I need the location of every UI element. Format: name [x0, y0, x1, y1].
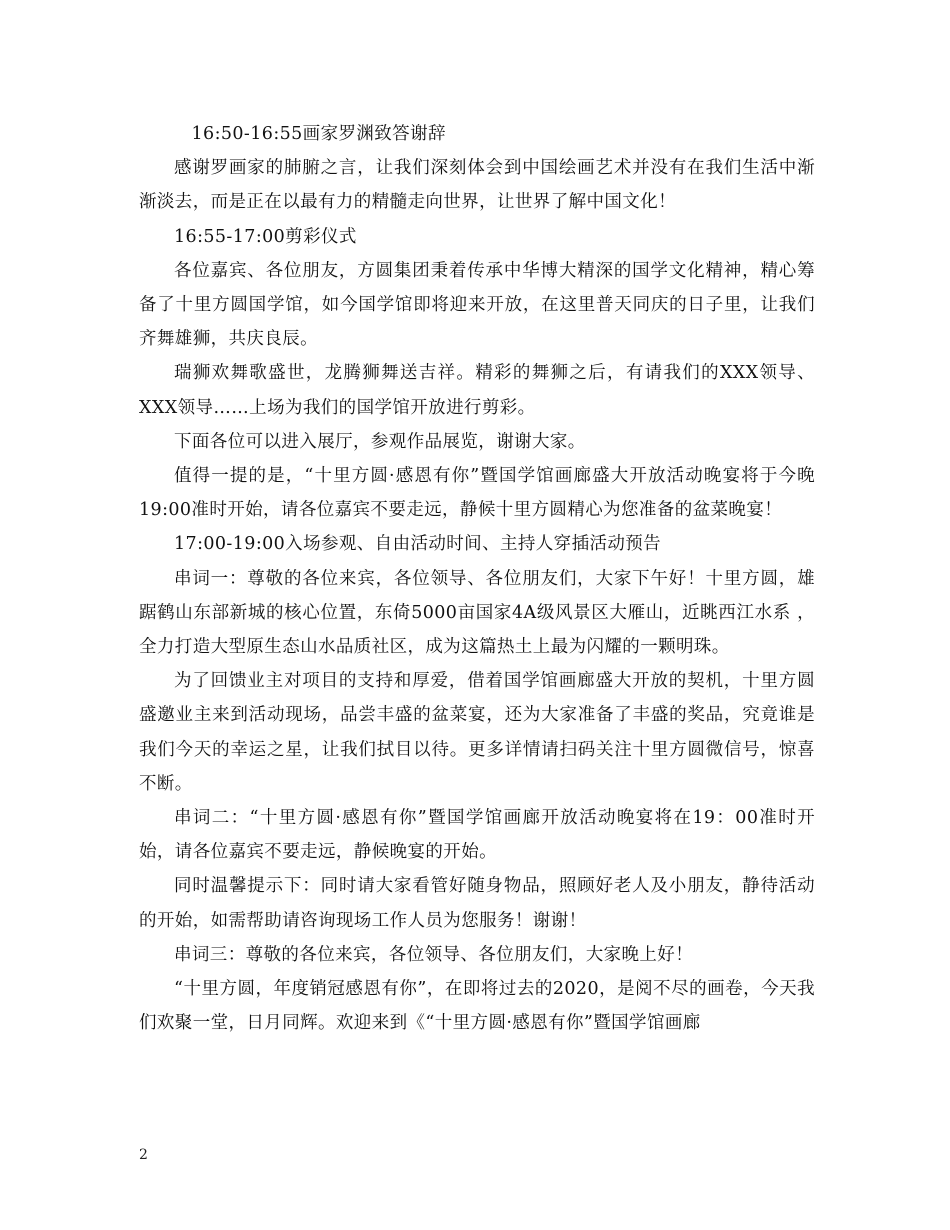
paragraph: “十里方圆，年度销冠感恩有你”，在即将过去的2020，是阅不尽的画卷，今天我们欢聚一堂，日月同辉。欢迎来到《“十里方圆·感恩有你”暨国学馆画廊	[139, 979, 815, 1034]
document-body	[139, 117, 815, 1040]
paragraph: 串词三：尊敬的各位来宾，各位领导、各位朋友们，大家晚上好！	[174, 944, 694, 965]
paragraph: 为了回馈业主对项目的支持和厚爱，借着国学馆画廊盛大开放的契机，十里方圆盛邀业主来到活动现场，品尝丰盛的盆菜宴，还为大家准备了丰盛的奖品，究竟谁是我们今天的幸运之星，让我们拭目以待。更多详情请扫码关注十里方圆微信号，惊喜不断。	[139, 671, 815, 794]
paragraph: 16:55-17:00剪彩仪式	[174, 226, 357, 247]
paragraph: 感谢罗画家的肺腑之言，让我们深刻体会到中国绘画艺术并没有在我们生活中渐渐淡去，而是正在以最有力的精髓走向世界，让世界了解中国文化！	[139, 158, 815, 213]
paragraph: 串词一：尊敬的各位来宾，各位领导、各位朋友们，大家下午好！十里方圆，雄踞鹤山东部新城的核心位置，东倚5000亩国家4A级风景区大雁山，近眺西江水系 ，全力打造大型原生态山水品质社区，成为这篇热土上最为闪耀的一颗明珠。	[139, 568, 815, 658]
paragraph: 各位嘉宾、各位朋友，方圆集团秉着传承中华博大精深的国学文化精神，精心筹备了十里方圆国学馆，如今国学馆即将迎来开放，在这里普天同庆的日子里，让我们齐舞雄狮，共庆良辰。	[139, 260, 815, 350]
paragraph: 17:00-19:00入场参观、自由活动时间、主持人穿插活动预告	[174, 534, 662, 555]
paragraph: 下面各位可以进入展厅，参观作品展览，谢谢大家。	[174, 431, 586, 452]
paragraph: 16:50-16:55画家罗渊致答谢辞	[191, 124, 446, 144]
paragraph: 同时温馨提示下：同时请大家看管好随身物品，照顾好老人及小朋友，静待活动的开始，如需帮助请咨询现场工作人员为您服务！谢谢！	[139, 876, 815, 931]
page-number: 2	[139, 1147, 148, 1163]
paragraph: 串词二：“十里方圆·感恩有你”暨国学馆画廊开放活动晚宴将在19：00准时开始，请各位嘉宾不要走远，静候晚宴的开始。	[139, 808, 815, 863]
paragraph: 值得一提的是，“十里方圆·感恩有你”暨国学馆画廊盛大开放活动晚宴将于今晚19:00准时开始，请各位嘉宾不要走远，静候十里方圆精心为您准备的盆菜晚宴！	[139, 466, 815, 521]
paragraph: 瑞狮欢舞歌盛世，龙腾狮舞送吉祥。精彩的舞狮之后，有请我们的XXX领导、XXX领导……上场为我们的国学馆开放进行剪彩。	[139, 363, 815, 418]
